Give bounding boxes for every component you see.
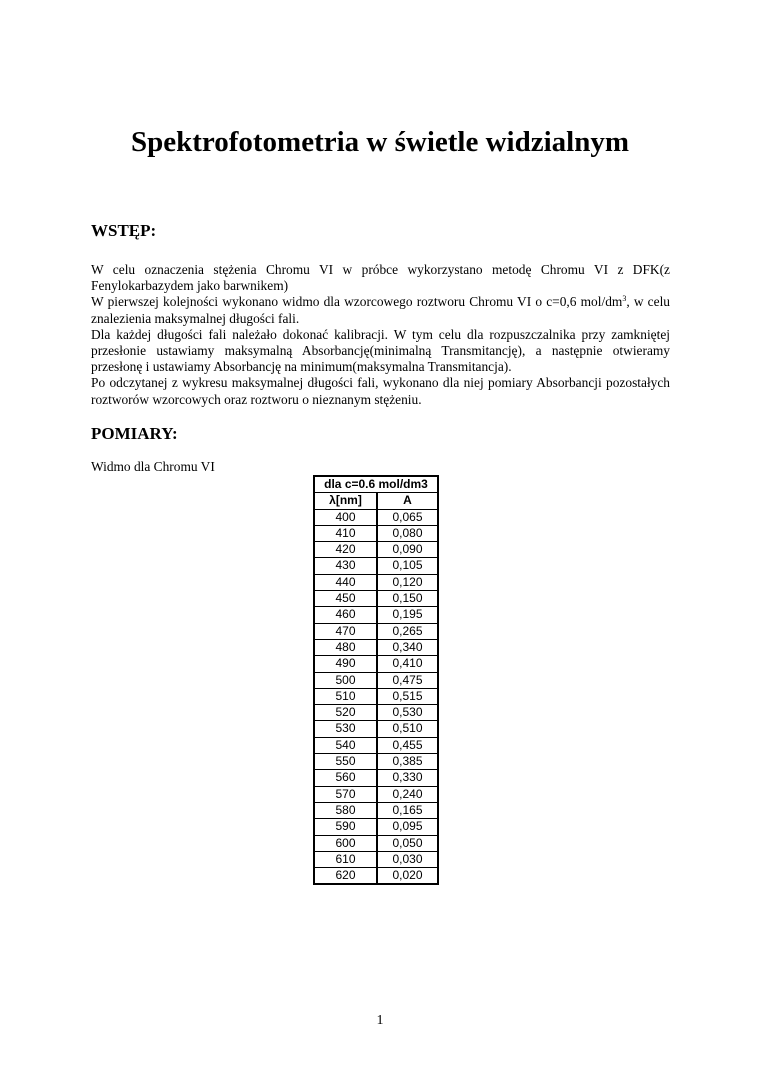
absorbance-cell: 0,385 bbox=[377, 754, 438, 770]
absorbance-cell: 0,530 bbox=[377, 705, 438, 721]
absorbance-cell: 0,515 bbox=[377, 688, 438, 704]
wavelength-cell: 450 bbox=[314, 591, 377, 607]
table-row bbox=[314, 639, 438, 655]
wavelength-cell: 400 bbox=[314, 509, 377, 525]
wavelength-cell: 500 bbox=[314, 672, 377, 688]
wavelength-cell: 550 bbox=[314, 754, 377, 770]
absorbance-cell: 0,065 bbox=[377, 509, 438, 525]
table-row bbox=[314, 525, 438, 541]
table-row bbox=[314, 802, 438, 818]
column-header-wavelength: λ[nm] bbox=[314, 493, 377, 509]
table-row bbox=[314, 558, 438, 574]
table-row bbox=[314, 672, 438, 688]
table-row bbox=[314, 591, 438, 607]
wavelength-cell: 510 bbox=[314, 688, 377, 704]
table-row bbox=[314, 688, 438, 704]
wavelength-cell: 430 bbox=[314, 558, 377, 574]
spectrum-table bbox=[313, 475, 439, 885]
absorbance-cell: 0,475 bbox=[377, 672, 438, 688]
absorbance-cell: 0,330 bbox=[377, 770, 438, 786]
intro-heading: WSTĘP: bbox=[91, 221, 157, 240]
wavelength-cell: 540 bbox=[314, 737, 377, 753]
absorbance-cell: 0,510 bbox=[377, 721, 438, 737]
intro-text bbox=[91, 262, 670, 408]
table-row bbox=[314, 607, 438, 623]
absorbance-cell: 0,105 bbox=[377, 558, 438, 574]
page-title: Spektrofotometria w świetle widzialnym bbox=[130, 126, 630, 158]
wavelength-cell: 560 bbox=[314, 770, 377, 786]
wavelength-cell: 480 bbox=[314, 639, 377, 655]
table-caption: dla c=0.6 mol/dm3 bbox=[314, 476, 438, 493]
table-row bbox=[314, 721, 438, 737]
intro-paragraph-4: Po odczytanej z wykresu maksymalnej długości fali, wykonano dla niej pomiary Absorbancji pozostałych roztworów wzorcowych oraz roztworu o nieznanym stężeniu. bbox=[91, 375, 670, 407]
wavelength-cell: 590 bbox=[314, 819, 377, 835]
table-row bbox=[314, 819, 438, 835]
absorbance-cell: 0,195 bbox=[377, 607, 438, 623]
table-row bbox=[314, 835, 438, 851]
absorbance-cell: 0,265 bbox=[377, 623, 438, 639]
table-row bbox=[314, 786, 438, 802]
absorbance-cell: 0,020 bbox=[377, 868, 438, 885]
table-row bbox=[314, 705, 438, 721]
table-row bbox=[314, 574, 438, 590]
intro-paragraph-3: Dla każdej długości fali należało dokonać kalibracji. W tym celu dla rozpuszczalnika przy zamkniętej przesłonie ustawiamy maksymalną Absorbancję(minimalną Transmitancję), a następnie otwieramy przesłonę i ustawiamy Absorbancję na minimum(maksymalna Transmitancja). bbox=[91, 326, 670, 375]
table-row bbox=[314, 509, 438, 525]
table-row bbox=[314, 770, 438, 786]
measurements-heading: POMIARY: bbox=[91, 424, 178, 443]
wavelength-cell: 580 bbox=[314, 802, 377, 818]
wavelength-cell: 460 bbox=[314, 607, 377, 623]
wavelength-cell: 620 bbox=[314, 868, 377, 885]
absorbance-cell: 0,340 bbox=[377, 639, 438, 655]
absorbance-cell: 0,150 bbox=[377, 591, 438, 607]
wavelength-cell: 470 bbox=[314, 623, 377, 639]
absorbance-cell: 0,080 bbox=[377, 525, 438, 541]
wavelength-cell: 410 bbox=[314, 525, 377, 541]
wavelength-cell: 600 bbox=[314, 835, 377, 851]
table-row bbox=[314, 868, 438, 885]
absorbance-cell: 0,050 bbox=[377, 835, 438, 851]
intro-paragraph-2-start: W pierwszej kolejności wykonano widmo dla wzorcowego roztworu Chromu VI o c=0,6 mol/dm bbox=[91, 294, 623, 310]
table-row bbox=[314, 542, 438, 558]
absorbance-cell: 0,410 bbox=[377, 656, 438, 672]
intro-paragraph-2 bbox=[91, 294, 670, 326]
spectrum-label: Widmo dla Chromu VI bbox=[91, 459, 215, 474]
intro-paragraph-1: W celu oznaczenia stężenia Chromu VI w próbce wykorzystano metodę Chromu VI z DFK(z Fenylokarbazydem jako barwnikem) bbox=[91, 262, 670, 294]
wavelength-cell: 440 bbox=[314, 574, 377, 590]
absorbance-cell: 0,455 bbox=[377, 737, 438, 753]
absorbance-cell: 0,030 bbox=[377, 851, 438, 867]
page-number: 1 bbox=[376, 1013, 384, 1028]
table-row bbox=[314, 656, 438, 672]
absorbance-cell: 0,095 bbox=[377, 819, 438, 835]
absorbance-cell: 0,240 bbox=[377, 786, 438, 802]
wavelength-cell: 610 bbox=[314, 851, 377, 867]
column-header-absorbance: A bbox=[377, 493, 438, 509]
wavelength-cell: 490 bbox=[314, 656, 377, 672]
wavelength-cell: 570 bbox=[314, 786, 377, 802]
wavelength-cell: 520 bbox=[314, 705, 377, 721]
table-row bbox=[314, 851, 438, 867]
unit-exponent: 3 bbox=[622, 294, 627, 304]
table-row bbox=[314, 623, 438, 639]
absorbance-cell: 0,090 bbox=[377, 542, 438, 558]
table-row bbox=[314, 737, 438, 753]
absorbance-cell: 0,165 bbox=[377, 802, 438, 818]
table-row bbox=[314, 754, 438, 770]
table-body bbox=[314, 509, 438, 884]
wavelength-cell: 530 bbox=[314, 721, 377, 737]
wavelength-cell: 420 bbox=[314, 542, 377, 558]
intro-paragraph-2-end: , w celu znalezienia maksymalnej długości fali. bbox=[91, 294, 670, 326]
absorbance-cell: 0,120 bbox=[377, 574, 438, 590]
